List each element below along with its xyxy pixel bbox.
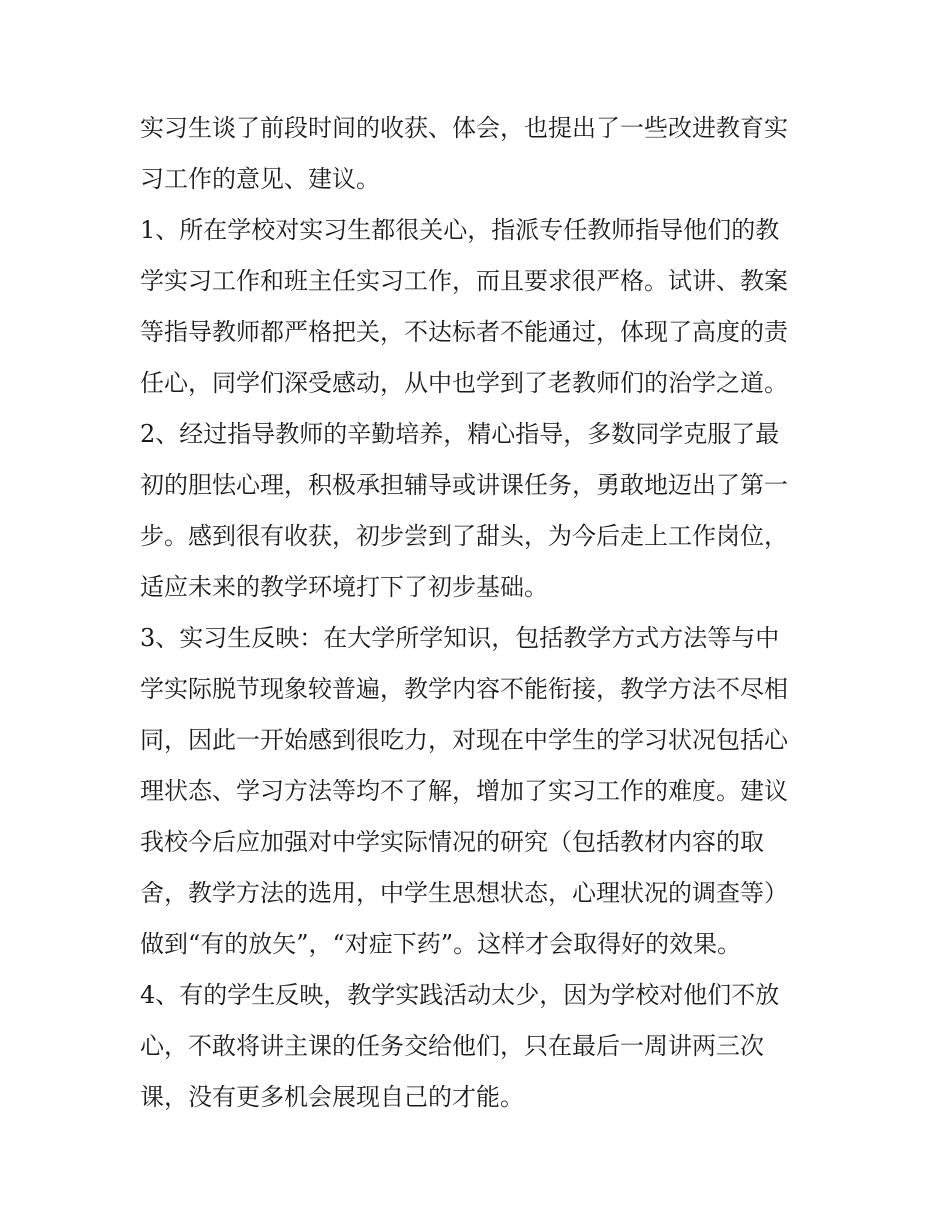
text-line: 3、实习生反映：在大学所学知识，包括教学方式方法等与中: [140, 624, 780, 652]
text-line: 1、所在学校对实习生都很关心，指派专任教师指导他们的教: [140, 216, 780, 244]
text-line: 步。感到很有收获，初步尝到了甜头，为今后走上工作岗位，: [140, 522, 788, 550]
text-line: 4、有的学生反映，教学实践活动太少，因为学校对他们不放: [140, 981, 780, 1009]
text-line: 初的胆怯心理，积极承担辅导或讲课任务，勇敢地迈出了第一: [140, 471, 788, 499]
text-line: 做到“有的放矢”，“对症下药”。这样才会取得好的效果。: [140, 930, 742, 958]
text-line: 同，因此一开始感到很吃力，对现在中学生的学习状况包括心: [140, 726, 788, 754]
text-line: 理状态、学习方法等均不了解，增加了实习工作的难度。建议: [140, 777, 788, 805]
text-line: 适应未来的教学环境打下了初步基础。: [140, 573, 548, 601]
document-body: [140, 103, 820, 1123]
text-line: 学实际脱节现象较普遍，教学内容不能衔接，教学方法不尽相: [140, 675, 788, 703]
text-line: 2、经过指导教师的辛勤培养，精心指导，多数同学克服了最: [140, 420, 780, 448]
text-line: 等指导教师都严格把关，不达标者不能通过，体现了高度的责: [140, 318, 788, 346]
text-line: 心，不敢将讲主课的任务交给他们，只在最后一周讲两三次: [140, 1032, 764, 1060]
text-line: 课，没有更多机会展现自己的才能。: [140, 1083, 524, 1111]
text-line: 任心，同学们深受感动，从中也学到了老教师们的治学之道。: [140, 369, 788, 397]
text-line: 习工作的意见、建议。: [140, 165, 380, 193]
text-line: 舍，教学方法的选用，中学生思想状态，心理状况的调查等）: [140, 879, 788, 907]
text-line: 学实习工作和班主任实习工作，而且要求很严格。试讲、教案: [140, 267, 788, 295]
text-line: 实习生谈了前段时间的收获、体会，也提出了一些改进教育实: [140, 114, 788, 142]
text-line: 我校今后应加强对中学实际情况的研究（包括教材内容的取: [140, 828, 764, 856]
